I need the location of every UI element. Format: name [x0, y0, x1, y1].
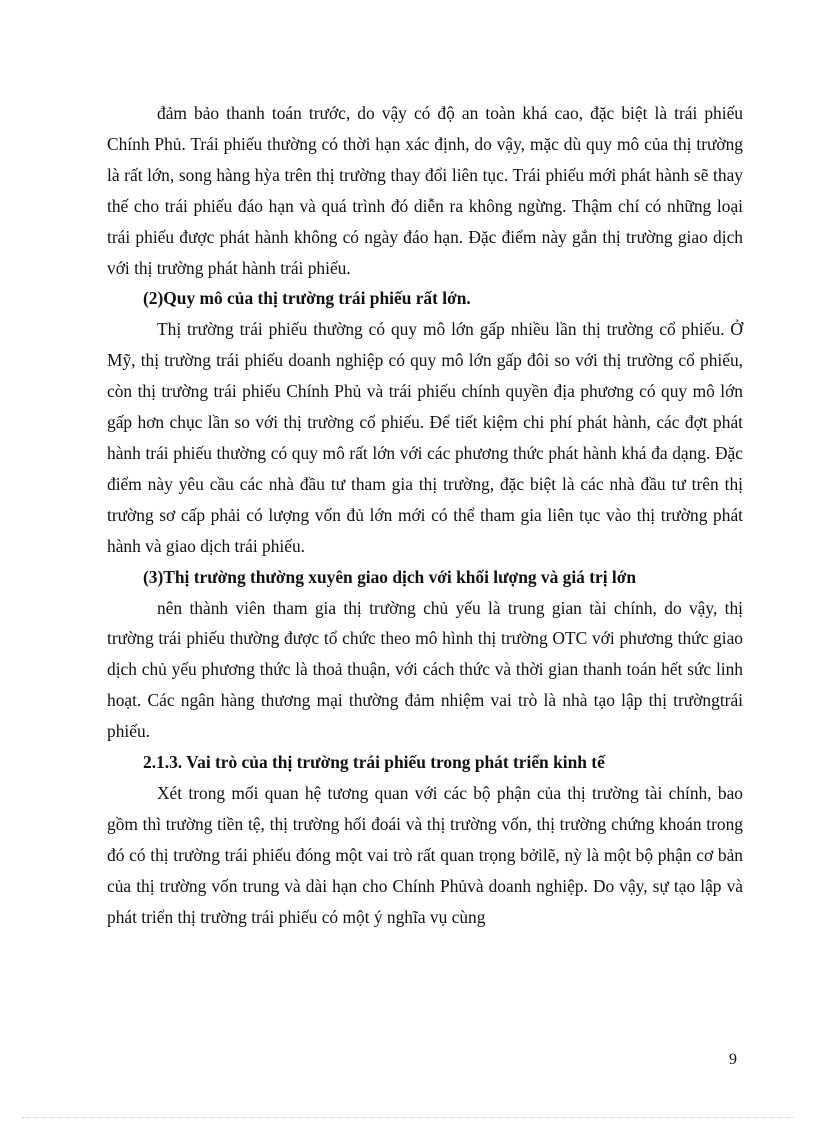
paragraph-role-of-bond-market: Xét trong mối quan hệ tương quan với các bộ phận của thị trường tài chính, bao gồm thì trường tiền tệ, thị trường hối đoái và thị trường vốn, thị trường chứng khoán trong đó có thị trường trái phiếu đóng một vai trò rất quan trọng bởilẽ, nỳ là một bộ phận cơ bản của thị trường vốn trung và dài hạn cho Chính Phủvà doanh nghiệp. Do vậy, sự tạo lập và phát triển thị trường trái phiếu có một ý nghĩa vụ cùng — [107, 782, 743, 927]
heading-section-2-1-3: 2.1.3. Vai trò của thị trường trái phiếu trong phát triển kinh tế — [143, 752, 605, 773]
page-number: 9 — [729, 1051, 737, 1068]
paragraph-market-scale: Thị trường trái phiếu thường có quy mô lớn gấp nhiều lần thị trường cổ phiếu. Ở Mỹ, thị trường trái phiếu doanh nghiệp có quy mô lớn gấp đôi so với thị trường cổ phiếu, còn thị trường trái phiếu Chính Phủ và trái phiếu chính quyền địa phương có quy mô lớn gấp hơn chục lần so với thị trường cổ phiếu. Để tiết kiệm chi phí phát hành, các đợt phát hành trái phiếu thường có quy mô rất lớn với các phương thức phát hành khá đa dạng. Đặc điểm này yêu cầu các nhà đầu tư tham gia thị trường, đặc biệt là các nhà đầu tư trên thị trường sơ cấp phải có lượng vốn đủ lớn mới có thể tham gia liên tục vào thị trường phát hành và giao dịch trái phiếu. — [107, 319, 743, 556]
heading-trading-volume: (3)Thị trường thường xuyên giao dịch với khối lượng và giá trị lớn — [143, 566, 637, 587]
paragraph-trading-volume: nên thành viên tham gia thị trường chủ yếu là trung gian tài chính, do vậy, thị trường trái phiếu thường được tổ chức theo mô hình thị trường OTC với phương thức giao dịch chủ yếu phương thức là thoả thuận, với cách thức và thời gian thanh toán hết sức linh hoạt. Các ngân hàng thương mại thường đảm nhiệm vai trò là nhà tạo lập thị trườngtrái phiếu. — [107, 597, 743, 742]
page-bottom-divider — [22, 1117, 794, 1118]
body-text — [107, 98, 743, 932]
paragraph-bond-features: đảm bảo thanh toán trước, do vậy có độ an toàn khá cao, đặc biệt là trái phiếu Chính Phủ. Trái phiếu thường có thời hạn xác định, do vậy, mặc dù quy mô của thị trường là rất lớn, song hàng hỳa trên thị trường thay đổi liên tục. Trái phiếu mới phát hành sẽ thay thế cho trái phiếu đáo hạn và quá trình đó diễn ra không ngừng. Thậm chí có những loại trái phiếu được phát hành không có ngày đáo hạn. Đặc điểm này gắn thị trường giao dịch với thị trường phát hành trái phiếu. — [107, 103, 743, 278]
heading-market-scale: (2)Quy mô của thị trường trái phiếu rất lớn. — [143, 288, 471, 309]
